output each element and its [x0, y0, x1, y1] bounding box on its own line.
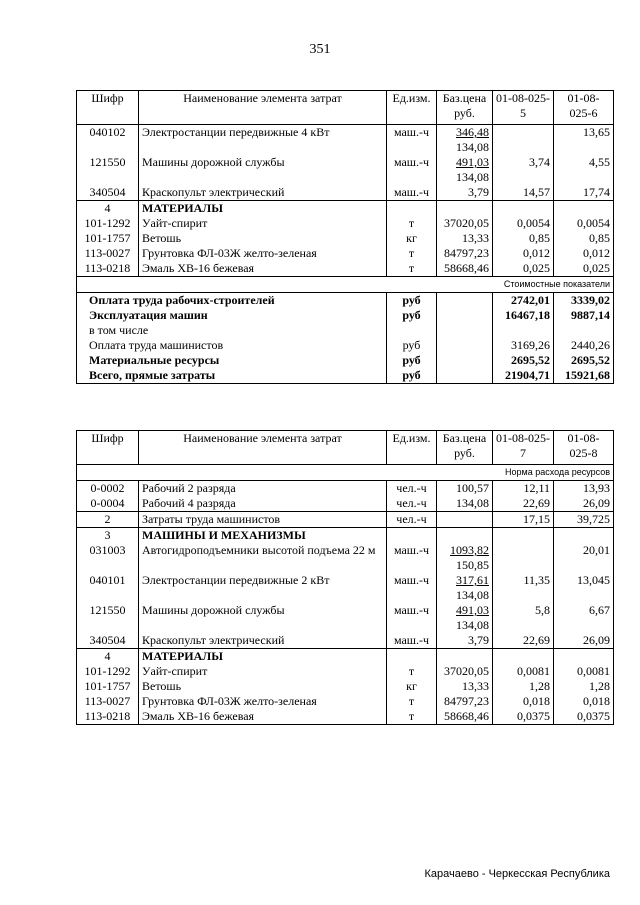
cost-indicators-label-text: Стоимостные показатели [77, 277, 614, 293]
table-row [77, 633, 614, 649]
value-col-b: 26,09 [554, 633, 614, 649]
row-name: Уайт-спирит [139, 216, 387, 231]
price-cell [437, 496, 493, 512]
price-value: 346,48 [456, 125, 489, 139]
price-cell [437, 261, 493, 277]
resource-table-1 [76, 90, 614, 384]
row-name: Электростанции передвижные 2 кВт [139, 573, 387, 603]
summary-name: в том числе [77, 323, 387, 338]
price-value: 58668,46 [444, 261, 489, 275]
price-cell [437, 216, 493, 231]
table-row [77, 528, 614, 544]
norm-label-text: Норма расхода ресурсов [77, 465, 614, 481]
value-col-b: 9887,14 [554, 308, 614, 323]
price-cell [437, 664, 493, 679]
row-unit [387, 649, 437, 665]
row-unit: т [387, 216, 437, 231]
summary-row [77, 293, 614, 309]
value-col-a: 12,11 [493, 481, 554, 497]
row-name: Электростанции передвижные 4 кВт [139, 125, 387, 156]
row-name: Краскопульт электрический [139, 633, 387, 649]
price-value: 317,61 [456, 573, 489, 587]
footer-region: Карачаево - Черкесская Республика [424, 868, 610, 880]
price-cell [437, 633, 493, 649]
value-col-a [493, 649, 554, 665]
row-name: Эмаль ХВ-16 бежевая [139, 261, 387, 277]
price-value: 3,79 [468, 185, 489, 199]
row-code: 040102 [77, 125, 139, 156]
row-unit: маш.-ч [387, 573, 437, 603]
price-cell [437, 709, 493, 725]
table-row [77, 543, 614, 573]
row-code: 101-1292 [77, 664, 139, 679]
price-salary-value: 134,08 [456, 618, 489, 632]
row-unit: маш.-ч [387, 603, 437, 633]
row-name: Рабочий 4 разряда [139, 496, 387, 512]
price-cell [437, 512, 493, 528]
value-col-b: 17,74 [554, 185, 614, 201]
table-row [77, 216, 614, 231]
summary-row [77, 323, 614, 338]
price-value: 491,03 [456, 155, 489, 169]
row-code: 0-0002 [77, 481, 139, 497]
row-unit: т [387, 261, 437, 277]
value-col-b: 13,045 [554, 573, 614, 603]
value-col-a: 3169,26 [493, 338, 554, 353]
value-col-a: 14,57 [493, 185, 554, 201]
row-code: 340504 [77, 185, 139, 201]
header-price: Баз.цена руб. [437, 91, 493, 125]
value-col-a: 21904,71 [493, 368, 554, 384]
price-salary-value: 134,08 [456, 170, 489, 184]
header-code: Шифр [77, 431, 139, 465]
value-col-a: 2695,52 [493, 353, 554, 368]
price-value: 100,57 [456, 481, 489, 495]
value-col-a: 22,69 [493, 496, 554, 512]
price-cell [437, 649, 493, 665]
price-cell [437, 368, 493, 384]
summary-unit: руб [387, 293, 437, 309]
summary-row [77, 338, 614, 353]
value-col-b: 0,85 [554, 231, 614, 246]
row-unit: маш.-ч [387, 633, 437, 649]
row-code: 113-0218 [77, 261, 139, 277]
table-row [77, 201, 614, 217]
value-col-a: 0,0081 [493, 664, 554, 679]
value-col-a: 0,0054 [493, 216, 554, 231]
price-salary-value: 150,85 [456, 558, 489, 572]
price-value: 1093,82 [450, 543, 489, 557]
row-code: 101-1757 [77, 231, 139, 246]
row-code: 2 [77, 512, 139, 528]
header-col-b: 01-08-025-8 [554, 431, 614, 465]
summary-unit: руб [387, 353, 437, 368]
value-col-a: 22,69 [493, 633, 554, 649]
row-unit [387, 201, 437, 217]
table-row [77, 496, 614, 512]
price-cell [437, 308, 493, 323]
price-cell [437, 246, 493, 261]
row-code: 4 [77, 649, 139, 665]
header-price: Баз.цена руб. [437, 431, 493, 465]
summary-name: Оплата труда машинистов [77, 338, 387, 353]
value-col-b [554, 201, 614, 217]
value-col-b: 0,018 [554, 694, 614, 709]
row-name: Грунтовка ФЛ-03Ж желто-зеленая [139, 694, 387, 709]
value-col-a [493, 201, 554, 217]
value-col-a [493, 125, 554, 156]
value-col-a: 0,0375 [493, 709, 554, 725]
price-salary-value: 134,08 [456, 140, 489, 154]
summary-name: Оплата труда рабочих-строителей [77, 293, 387, 309]
table-row [77, 155, 614, 185]
row-code: 113-0027 [77, 694, 139, 709]
row-code: 113-0027 [77, 246, 139, 261]
row-name: МАШИНЫ И МЕХАНИЗМЫ [139, 528, 387, 544]
value-col-b: 13,65 [554, 125, 614, 156]
value-col-b [554, 528, 614, 544]
row-name: Уайт-спирит [139, 664, 387, 679]
summary-row [77, 353, 614, 368]
value-col-b [554, 323, 614, 338]
row-unit: кг [387, 679, 437, 694]
table-row [77, 649, 614, 665]
row-unit: т [387, 709, 437, 725]
price-cell [437, 528, 493, 544]
value-col-a: 11,35 [493, 573, 554, 603]
value-col-a: 2742,01 [493, 293, 554, 309]
summary-name: Эксплуатация машин [77, 308, 387, 323]
row-unit: маш.-ч [387, 185, 437, 201]
page-number: 351 [309, 42, 331, 57]
header-col-a: 01-08-025-5 [493, 91, 554, 125]
price-value: 84797,23 [444, 246, 489, 260]
row-unit: чел.-ч [387, 481, 437, 497]
value-col-a: 0,025 [493, 261, 554, 277]
table-row [77, 481, 614, 497]
price-cell [437, 323, 493, 338]
value-col-b: 26,09 [554, 496, 614, 512]
price-value: 13,33 [462, 679, 489, 693]
value-col-a: 1,28 [493, 679, 554, 694]
price-value: 491,03 [456, 603, 489, 617]
row-code: 121550 [77, 155, 139, 185]
row-unit: чел.-ч [387, 512, 437, 528]
row-unit: чел.-ч [387, 496, 437, 512]
header-name: Наименование элемента затрат [139, 431, 387, 465]
row-code: 4 [77, 201, 139, 217]
value-col-b: 39,725 [554, 512, 614, 528]
header-col-b: 01-08-025-6 [554, 91, 614, 125]
table-row [77, 709, 614, 725]
row-unit: т [387, 664, 437, 679]
table-row [77, 185, 614, 201]
value-col-a: 3,74 [493, 155, 554, 185]
value-col-b: 0,025 [554, 261, 614, 277]
table-header [77, 431, 614, 465]
price-cell [437, 679, 493, 694]
table-row [77, 664, 614, 679]
value-col-b: 6,67 [554, 603, 614, 633]
price-value: 3,79 [468, 633, 489, 647]
table-row [77, 603, 614, 633]
row-code: 031003 [77, 543, 139, 573]
row-unit: маш.-ч [387, 543, 437, 573]
row-unit: кг [387, 231, 437, 246]
price-cell [437, 353, 493, 368]
row-name: Ветошь [139, 231, 387, 246]
summary-unit: руб [387, 368, 437, 384]
value-col-a: 5,8 [493, 603, 554, 633]
row-name: Ветошь [139, 679, 387, 694]
price-cell [437, 603, 493, 633]
row-name: МАТЕРИАЛЫ [139, 201, 387, 217]
header-unit: Ед.изм. [387, 431, 437, 465]
value-col-a [493, 528, 554, 544]
price-cell [437, 573, 493, 603]
row-name: Краскопульт электрический [139, 185, 387, 201]
price-value: 37020,05 [444, 664, 489, 678]
value-col-a: 0,018 [493, 694, 554, 709]
value-col-b: 15921,68 [554, 368, 614, 384]
summary-row [77, 308, 614, 323]
header-col-a: 01-08-025-7 [493, 431, 554, 465]
value-col-b: 4,55 [554, 155, 614, 185]
summary-unit: руб [387, 308, 437, 323]
value-col-b: 13,93 [554, 481, 614, 497]
row-unit: т [387, 694, 437, 709]
row-unit [387, 528, 437, 544]
norm-label [77, 465, 614, 481]
price-cell [437, 231, 493, 246]
value-col-b: 2695,52 [554, 353, 614, 368]
row-code: 113-0218 [77, 709, 139, 725]
value-col-b: 0,0375 [554, 709, 614, 725]
row-code: 3 [77, 528, 139, 544]
value-col-a [493, 323, 554, 338]
price-cell [437, 155, 493, 185]
value-col-b: 2440,26 [554, 338, 614, 353]
row-name: Рабочий 2 разряда [139, 481, 387, 497]
value-col-b: 20,01 [554, 543, 614, 573]
price-value: 37020,05 [444, 216, 489, 230]
price-cell [437, 543, 493, 573]
row-code: 101-1292 [77, 216, 139, 231]
row-name: Грунтовка ФЛ-03Ж желто-зеленая [139, 246, 387, 261]
summary-name: Материальные ресурсы [77, 353, 387, 368]
value-col-a: 16467,18 [493, 308, 554, 323]
table-row [77, 573, 614, 603]
row-unit: т [387, 246, 437, 261]
table-header [77, 91, 614, 125]
row-name: Эмаль ХВ-16 бежевая [139, 709, 387, 725]
table-row [77, 231, 614, 246]
row-unit: маш.-ч [387, 125, 437, 156]
row-code: 101-1757 [77, 679, 139, 694]
table-row [77, 694, 614, 709]
price-cell [437, 694, 493, 709]
value-col-a [493, 543, 554, 573]
price-cell [437, 293, 493, 309]
value-col-b: 3339,02 [554, 293, 614, 309]
row-name: МАТЕРИАЛЫ [139, 649, 387, 665]
cost-indicators-label [77, 277, 614, 293]
header-code: Шифр [77, 91, 139, 125]
price-cell [437, 201, 493, 217]
summary-name: Всего, прямые затраты [77, 368, 387, 384]
price-cell [437, 338, 493, 353]
row-code: 340504 [77, 633, 139, 649]
value-col-a: 0,85 [493, 231, 554, 246]
row-name: Автогидроподъемники высотой подъема 22 м [139, 543, 387, 573]
row-name: Машины дорожной службы [139, 155, 387, 185]
table-row [77, 246, 614, 261]
header-unit: Ед.изм. [387, 91, 437, 125]
row-name: Машины дорожной службы [139, 603, 387, 633]
row-code: 040101 [77, 573, 139, 603]
row-name: Затраты труда машинистов [139, 512, 387, 528]
value-col-a: 0,012 [493, 246, 554, 261]
row-code: 121550 [77, 603, 139, 633]
table-row [77, 125, 614, 156]
price-value: 84797,23 [444, 694, 489, 708]
table-row [77, 679, 614, 694]
price-cell [437, 481, 493, 497]
header-name: Наименование элемента затрат [139, 91, 387, 125]
summary-unit: руб [387, 338, 437, 353]
value-col-b [554, 649, 614, 665]
price-cell [437, 125, 493, 156]
row-unit: маш.-ч [387, 155, 437, 185]
price-value: 13,33 [462, 231, 489, 245]
value-col-b: 0,0081 [554, 664, 614, 679]
price-value: 134,08 [456, 496, 489, 510]
value-col-a: 17,15 [493, 512, 554, 528]
price-cell [437, 185, 493, 201]
resource-table-2 [76, 430, 614, 725]
price-value: 58668,46 [444, 709, 489, 723]
row-code: 0-0004 [77, 496, 139, 512]
summary-row [77, 368, 614, 384]
table-row [77, 261, 614, 277]
value-col-b: 1,28 [554, 679, 614, 694]
value-col-b: 0,0054 [554, 216, 614, 231]
table-row [77, 512, 614, 528]
summary-unit [387, 323, 437, 338]
value-col-b: 0,012 [554, 246, 614, 261]
price-salary-value: 134,08 [456, 588, 489, 602]
